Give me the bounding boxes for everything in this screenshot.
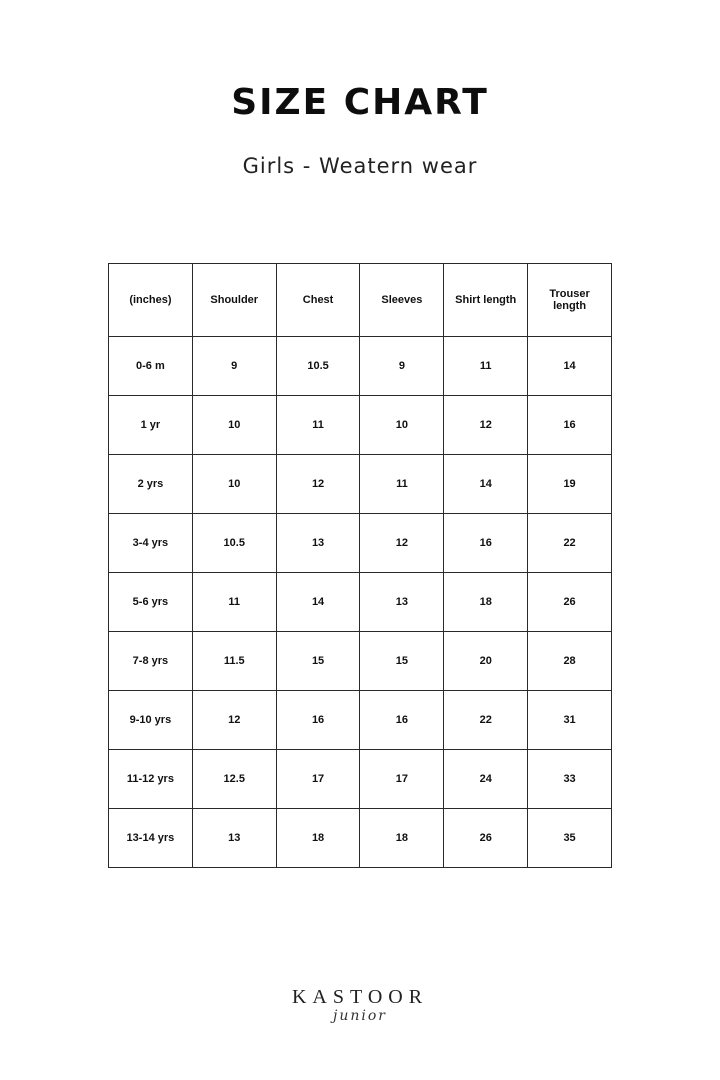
brand-logo-name: KASTOOR [291, 986, 429, 1008]
measurement-cell: 16 [360, 691, 444, 750]
measurement-cell: 9 [192, 337, 276, 396]
table-row [109, 514, 612, 573]
measurement-cell: 26 [444, 809, 528, 868]
measurement-cell: 12 [360, 514, 444, 573]
measurement-cell: 10 [192, 396, 276, 455]
measurement-cell: 24 [444, 750, 528, 809]
measurement-cell: 11 [360, 455, 444, 514]
table-row [109, 573, 612, 632]
size-label-cell: 2 yrs [109, 455, 193, 514]
measurement-cell: 13 [276, 514, 360, 573]
table-row [109, 750, 612, 809]
measurement-cell: 18 [444, 573, 528, 632]
size-label-cell: 5-6 yrs [109, 573, 193, 632]
measurement-cell: 11 [192, 573, 276, 632]
column-header: Shirt length [444, 264, 528, 337]
measurement-cell: 35 [528, 809, 612, 868]
measurement-cell: 13 [360, 573, 444, 632]
column-header: (inches) [109, 264, 193, 337]
size-label-cell: 11-12 yrs [109, 750, 193, 809]
table-row [109, 632, 612, 691]
column-header: Shoulder [192, 264, 276, 337]
page-title: SIZE CHART [231, 82, 489, 123]
measurement-cell: 13 [192, 809, 276, 868]
measurement-cell: 19 [528, 455, 612, 514]
measurement-cell: 16 [528, 396, 612, 455]
measurement-cell: 28 [528, 632, 612, 691]
size-label-cell: 7-8 yrs [109, 632, 193, 691]
measurement-cell: 12 [192, 691, 276, 750]
measurement-cell: 15 [360, 632, 444, 691]
measurement-cell: 14 [528, 337, 612, 396]
size-chart-table [108, 263, 612, 868]
table-row [109, 691, 612, 750]
measurement-cell: 11.5 [192, 632, 276, 691]
measurement-cell: 12 [444, 396, 528, 455]
measurement-cell: 20 [444, 632, 528, 691]
column-header: Sleeves [360, 264, 444, 337]
column-header: Trouser length [528, 264, 612, 337]
measurement-cell: 18 [276, 809, 360, 868]
size-label-cell: 0-6 m [109, 337, 193, 396]
table-row [109, 455, 612, 514]
table-row [109, 337, 612, 396]
header-row [109, 264, 612, 337]
measurement-cell: 10 [360, 396, 444, 455]
table-row [109, 396, 612, 455]
measurement-cell: 26 [528, 573, 612, 632]
measurement-cell: 15 [276, 632, 360, 691]
measurement-cell: 31 [528, 691, 612, 750]
measurement-cell: 17 [360, 750, 444, 809]
measurement-cell: 22 [528, 514, 612, 573]
measurement-cell: 11 [444, 337, 528, 396]
size-label-cell: 13-14 yrs [109, 809, 193, 868]
measurement-cell: 10.5 [192, 514, 276, 573]
column-header: Chest [276, 264, 360, 337]
measurement-cell: 16 [276, 691, 360, 750]
table-row [109, 809, 612, 868]
measurement-cell: 11 [276, 396, 360, 455]
brand-logo-sub: junior [333, 1008, 387, 1024]
measurement-cell: 33 [528, 750, 612, 809]
measurement-cell: 10 [192, 455, 276, 514]
measurement-cell: 14 [276, 573, 360, 632]
size-label-cell: 3-4 yrs [109, 514, 193, 573]
measurement-cell: 12 [276, 455, 360, 514]
measurement-cell: 12.5 [192, 750, 276, 809]
measurement-cell: 17 [276, 750, 360, 809]
page-subtitle: Girls - Weatern wear [242, 154, 478, 178]
measurement-cell: 16 [444, 514, 528, 573]
size-label-cell: 9-10 yrs [109, 691, 193, 750]
measurement-cell: 14 [444, 455, 528, 514]
size-label-cell: 1 yr [109, 396, 193, 455]
measurement-cell: 9 [360, 337, 444, 396]
measurement-cell: 18 [360, 809, 444, 868]
measurement-cell: 10.5 [276, 337, 360, 396]
measurement-cell: 22 [444, 691, 528, 750]
